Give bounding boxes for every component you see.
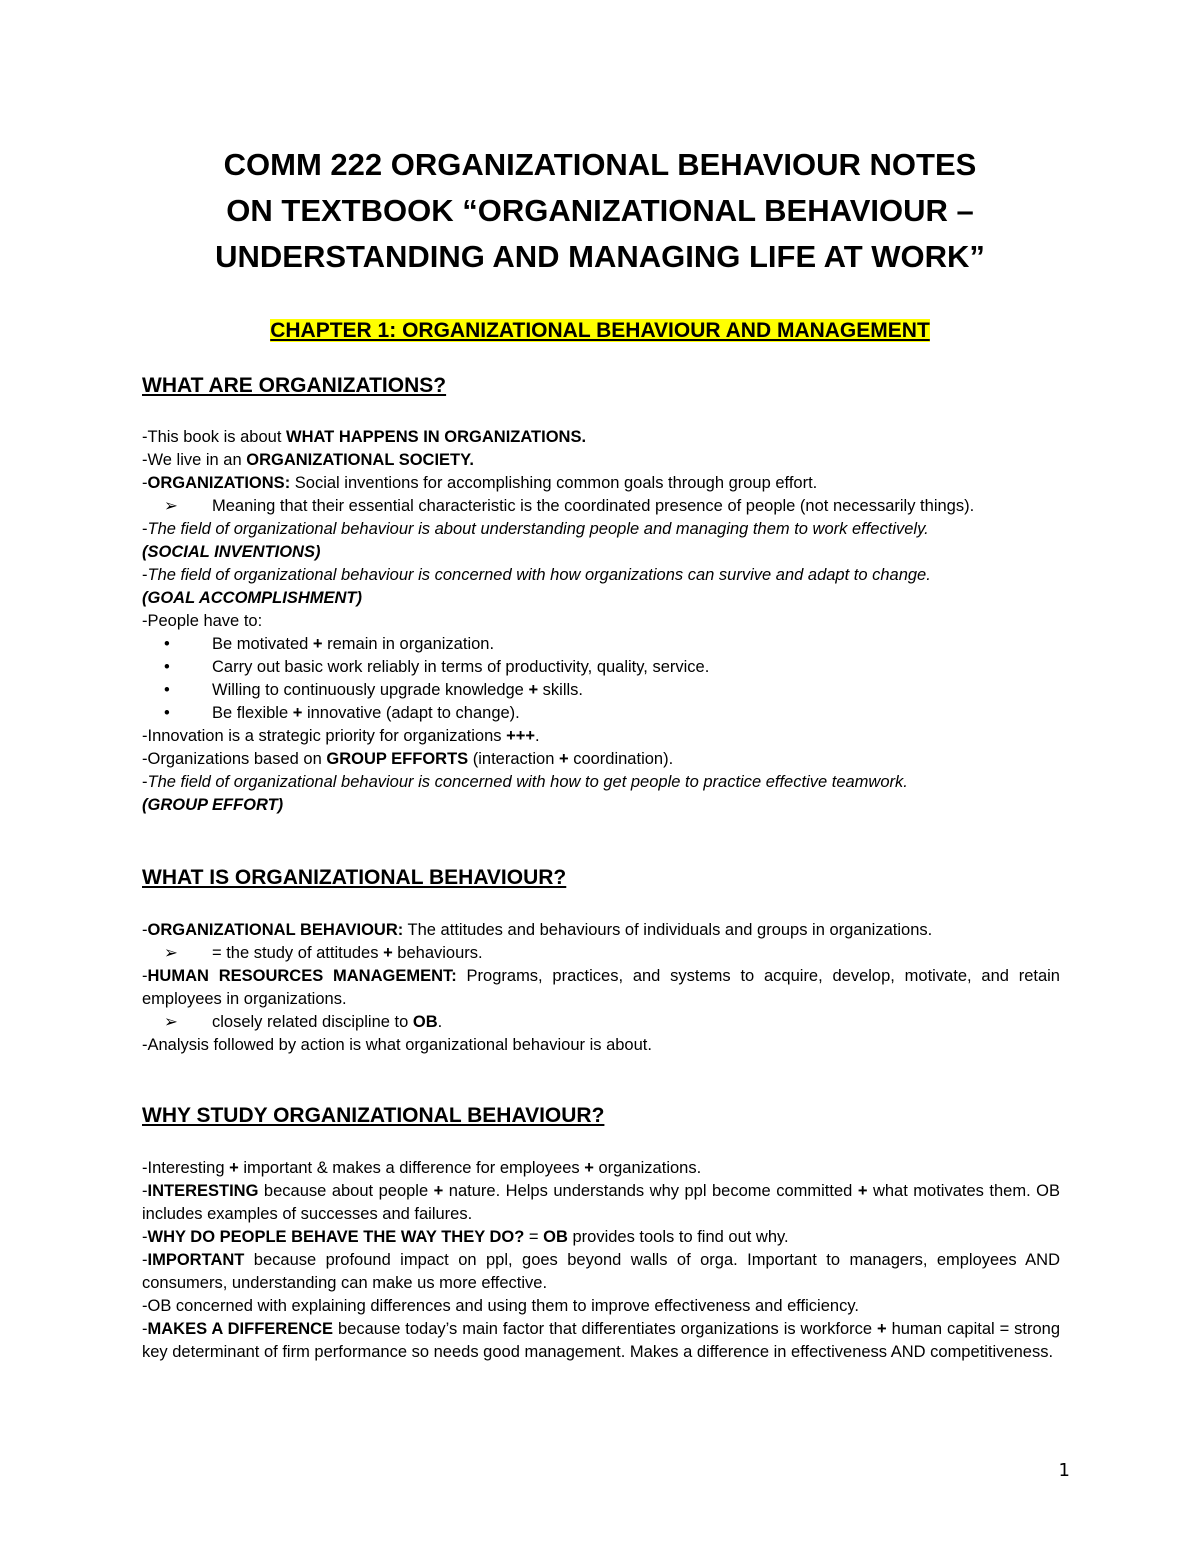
text-line: -Organizations based on GROUP EFFORTS (interaction + coordination). — [142, 750, 674, 768]
bullet-item: • Be flexible + innovative (adapt to change). — [142, 702, 1060, 725]
italic-line: -The field of organizational behaviour is concerned with how to get people to practice effective teamwork. — [142, 773, 908, 791]
text-line: -INTERESTING because about people + nature. Helps understands why ppl become committed + what motivates them. OB includes examples of successes and failures. — [142, 1182, 1061, 1223]
text-line: -ORGANIZATIONS: Social inventions for accomplishing common goals through group effort. — [142, 474, 818, 492]
bullet-item: • Carry out basic work reliably in terms of productivity, quality, service. — [142, 656, 1060, 679]
text-line: -This book is about WHAT HAPPENS IN ORGANIZATIONS. — [142, 428, 587, 446]
arrow-bullet-icon: ➢ — [164, 1013, 178, 1031]
text-line: -IMPORTANT because profound impact on ppl, goes beyond walls of orga. Important to managers, employees AND consumers, understanding can make us more effective. — [142, 1251, 1060, 1292]
tag-line: (SOCIAL INVENTIONS) — [142, 543, 321, 561]
title-line-3: UNDERSTANDING AND MANAGING LIFE AT WORK” — [215, 239, 985, 274]
page-number: 1 — [1058, 1460, 1070, 1481]
title-line-1: COMM 222 ORGANIZATIONAL BEHAVIOUR NOTES — [223, 147, 977, 182]
section-why-study-ob — [142, 1157, 1060, 1364]
text-line: -Analysis followed by action is what organizational behaviour is about. — [142, 1036, 652, 1054]
chapter-heading — [0, 316, 1200, 346]
bullet-icon: • — [164, 681, 170, 699]
tag-line: (GROUP EFFORT) — [142, 796, 284, 814]
italic-line: -The field of organizational behaviour is concerned with how organizations can survive and adapt to change. — [142, 566, 931, 584]
section-what-are-organizations — [142, 426, 1060, 817]
arrow-bullet-icon: ➢ — [164, 944, 178, 962]
text-line: -ORGANIZATIONAL BEHAVIOUR: The attitudes and behaviours of individuals and groups in organizations. — [142, 921, 933, 939]
text-line: -Innovation is a strategic priority for organizations +++. — [142, 727, 540, 745]
arrow-list-item: ➢ Meaning that their essential characteristic is the coordinated presence of people (not necessarily things). — [142, 495, 1060, 518]
text-line: -OB concerned with explaining differences and using them to improve effectiveness and efficiency. — [142, 1297, 859, 1315]
text-line: -We live in an ORGANIZATIONAL SOCIETY. — [142, 451, 474, 469]
text-line: -MAKES A DIFFERENCE because today’s main factor that differentiates organizations is workforce + human capital = strong key determinant of firm performance so needs good management. Makes a difference in effectiveness AND competitiveness. — [142, 1320, 1061, 1361]
bullet-icon: • — [164, 635, 170, 653]
bullet-item: • Be motivated + remain in organization. — [142, 633, 1060, 656]
text-line: -People have to: — [142, 612, 263, 630]
arrow-list-item: ➢ closely related discipline to OB. — [142, 1011, 1060, 1034]
bullet-icon: • — [164, 704, 170, 722]
italic-line: -The field of organizational behaviour is about understanding people and managing them to work effectively. — [142, 520, 929, 538]
document-title — [120, 142, 1080, 280]
section-heading-what-is-ob: WHAT IS ORGANIZATIONAL BEHAVIOUR? — [142, 866, 567, 889]
chapter-heading-text: CHAPTER 1: ORGANIZATIONAL BEHAVIOUR AND MANAGEMENT — [270, 319, 930, 342]
section-what-is-ob — [142, 919, 1060, 1057]
text-line: -HUMAN RESOURCES MANAGEMENT: Programs, practices, and systems to acquire, develop, motivate, and retain employees in organizations. — [142, 967, 1060, 1008]
section-heading-why-study-ob: WHY STUDY ORGANIZATIONAL BEHAVIOUR? — [142, 1104, 605, 1127]
tag-line: (GOAL ACCOMPLISHMENT) — [142, 589, 362, 607]
bullet-item: • Willing to continuously upgrade knowledge + skills. — [142, 679, 1060, 702]
bullet-icon: • — [164, 658, 170, 676]
title-line-2: ON TEXTBOOK “ORGANIZATIONAL BEHAVIOUR – — [226, 193, 974, 228]
section-heading-what-are-organizations: WHAT ARE ORGANIZATIONS? — [142, 374, 447, 397]
arrow-list-item: ➢ = the study of attitudes + behaviours. — [142, 942, 1060, 965]
text-line: -WHY DO PEOPLE BEHAVE THE WAY THEY DO? = OB provides tools to find out why. — [142, 1228, 789, 1246]
arrow-bullet-icon: ➢ — [164, 497, 178, 515]
text-line: -Interesting + important & makes a difference for employees + organizations. — [142, 1159, 702, 1177]
